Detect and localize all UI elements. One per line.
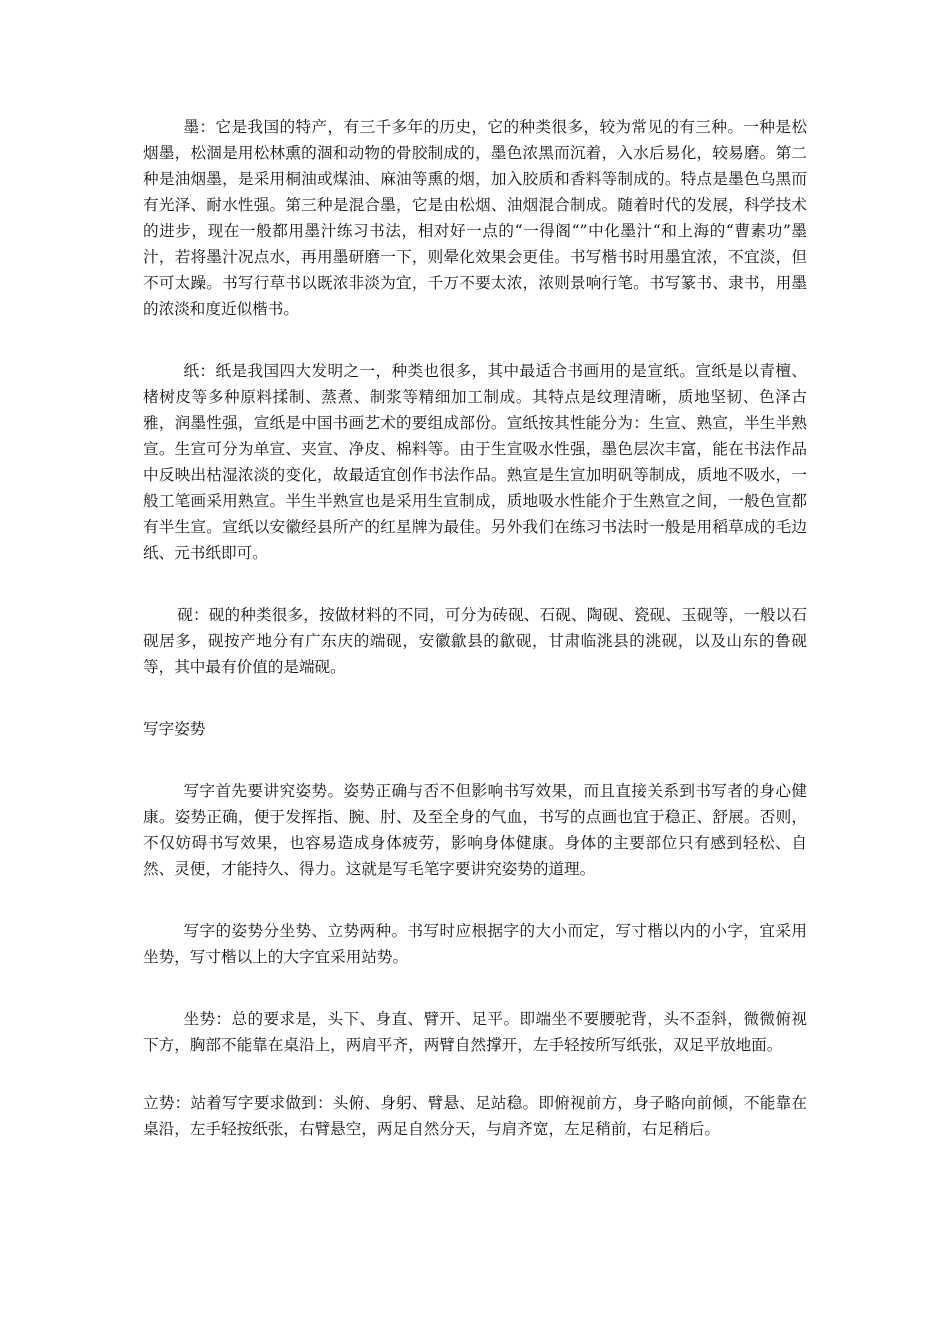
- section-title-writing-posture: 写字姿势: [143, 720, 206, 738]
- paragraph-inkstone: 砚：砚的种类很多，按做材料的不同，可分为砖砚、石砚、陶砚、瓷砚、玉砚等，一般以石砚居多，砚按产地分有广东庆的端砚，安徽歙县的歙砚，甘肃临洮县的洮砚，以及山东的鲁砚等，其中最有价值的是端砚。: [143, 606, 807, 676]
- paragraph-sitting-posture: 坐势：总的要求是，头下、身直、臂开、足平。即端坐不要腰驼背，头不歪斜，微微俯视下方，胸部不能靠在桌沿上，两肩平齐，两臂自然撑开，左手轻按所写纸张，双足平放地面。: [143, 1010, 807, 1054]
- paragraph-ink: 墨：它是我国的特产，有三千多年的历史，它的种类很多，较为常见的有三种。一种是松烟墨，松涸是用松林熏的涸和动物的骨胶制成的，墨色浓黑而沉着，入水后易化，较易磨。第二种是油烟墨，是采用桐油或煤油、麻油等熏的烟，加入胶质和香料等制成的。特点是墨色乌黑而有光泽、耐水性强。第三种是混合墨，它是由松烟、油烟混合制成。随着时代的发展，科学技术的进步，现在一般都用墨汁练习书法，相对好一点的“一得阁“”中化墨汁“和上海的“曹素功”墨汁，若将墨汁况点水，再用墨研磨一下，则晕化效果会更佳。书写楷书时用墨宜浓，不宜淡，但不可太躁。书写行草书以既浓非淡为宜，千万不要太浓，浓则景响行笔。书写篆书、隶书，用墨的浓淡和度近似楷书。: [143, 118, 807, 318]
- paragraph-paper: 纸：纸是我国四大发明之一，种类也很多，其中最适合书画用的是宣纸。宣纸是以青檀、楮树皮等多种原料揉制、蒸煮、制浆等精细加工制成。其特点是纹理清晰，质地坚韧、色泽古雅，润墨性强，宣纸是中国书画艺术的要组成部份。宣纸按其性能分为：生宣、熟宣，半生半熟宣。生宣可分为单宣、夹宣、净皮、棉料等。由于生宣吸水性强，墨色层次丰富，能在书法作品中反映出枯湿浓淡的变化，故最适宜创作书法作品。熟宣是生宣加明矾等制成，质地不吸水，一般工笔画采用熟宣。半生半熟宣也是采用生宣制成，质地吸水性能介于生熟宣之间，一般色宣都有半生宣。宣纸以安徽经县所产的红星牌为最佳。另外我们在练习书法时一般是用稻草成的毛边纸、元书纸即可。: [143, 362, 807, 562]
- paragraph-posture-types: 写字的姿势分坐势、立势两种。书写时应根据字的大小而定，写寸楷以内的小字，宜采用坐势，写寸楷以上的大字宜采用站势。: [143, 922, 807, 966]
- paragraph-standing-posture: 立势：站着写字要求做到：头俯、身躬、臂悬、足站稳。即俯视前方，身子略向前倾，不能靠在桌沿，左手轻按纸张，右臂悬空，两足自然分天，与肩齐宽，左足稍前，右足稍后。: [143, 1094, 807, 1138]
- paragraph-posture-intro: 写字首先要讲究姿势。姿势正确与否不但影响书写效果，而且直接关系到书写者的身心健康。姿势正确，便于发挥指、腕、肘、及至全身的气血，书写的点画也宜于稳正、舒展。否则，不仅妨碍书写效果，也容易造成身体疲劳，影响身体健康。身体的主要部位只有感到轻松、自然、灵便，才能持久、得力。这就是写毛笔字要讲究姿势的道理。: [143, 782, 807, 878]
- document-body: [143, 114, 807, 1142]
